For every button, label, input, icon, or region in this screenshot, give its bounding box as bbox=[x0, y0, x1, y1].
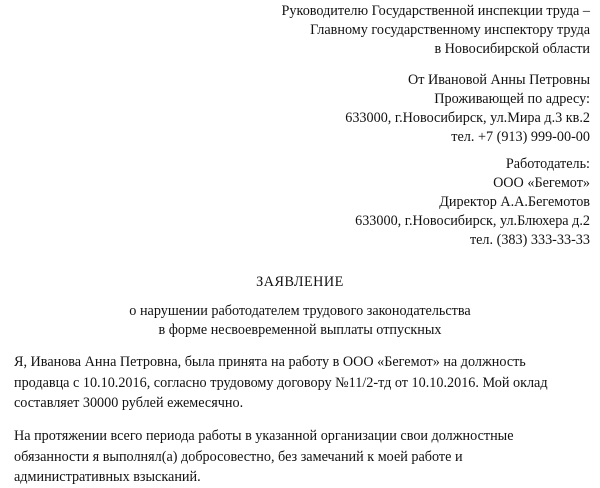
document-title: ЗАЯВЛЕНИЕ bbox=[256, 274, 344, 290]
document-subject bbox=[0, 302, 600, 340]
body-paragraph-2 bbox=[14, 426, 574, 488]
sender-block bbox=[345, 71, 590, 147]
body-paragraph-1 bbox=[14, 352, 574, 414]
paragraph-line: обязанности я выполнял(а) добросовестно, без замечаний к моей работе и bbox=[14, 448, 463, 465]
sender-line: 633000, г.Новосибирск, ул.Мира д.3 кв.2 bbox=[345, 110, 590, 126]
recipient-block bbox=[282, 2, 590, 59]
recipient-line: в Новосибирской области bbox=[434, 41, 590, 57]
paragraph-line: Я, Иванова Анна Петровна, была принята на работу в ООО «Бегемот» на должность bbox=[14, 354, 526, 370]
sender-line: Проживающей по адресу: bbox=[434, 91, 590, 107]
employer-line: Директор А.А.Бегемотов bbox=[439, 194, 590, 210]
recipient-line: Руководителю Государственной инспекции труда – bbox=[281, 3, 590, 19]
sender-line: тел. +7 (913) 999-00-00 bbox=[451, 129, 590, 145]
subject-line: в форме несвоевременной выплаты отпускных bbox=[158, 322, 442, 338]
paragraph-line: составляет 30000 рублей ежемесячно. bbox=[14, 395, 244, 411]
employer-line: 633000, г.Новосибирск, ул.Блюхера д.2 bbox=[355, 213, 590, 229]
employer-line: тел. (383) 333-33-33 bbox=[469, 232, 590, 248]
employer-line: ООО «Бегемот» bbox=[493, 175, 590, 191]
sender-line: От Ивановой Анны Петровны bbox=[407, 72, 590, 88]
paragraph-line: административных взысканий. bbox=[14, 469, 201, 485]
paragraph-line: На протяжении всего периода работы в указанной организации свои должностные bbox=[14, 428, 514, 444]
recipient-line: Главному государственному инспектору труда bbox=[310, 22, 590, 38]
subject-line: о нарушении работодателем трудового законодательства bbox=[129, 303, 471, 319]
employer-block bbox=[355, 155, 590, 250]
employer-line: Работодатель: bbox=[505, 156, 590, 172]
paragraph-line: продавца с 10.10.2016, согласно трудовому договору №11/2-тд от 10.10.2016. Мой оклад bbox=[14, 374, 548, 391]
